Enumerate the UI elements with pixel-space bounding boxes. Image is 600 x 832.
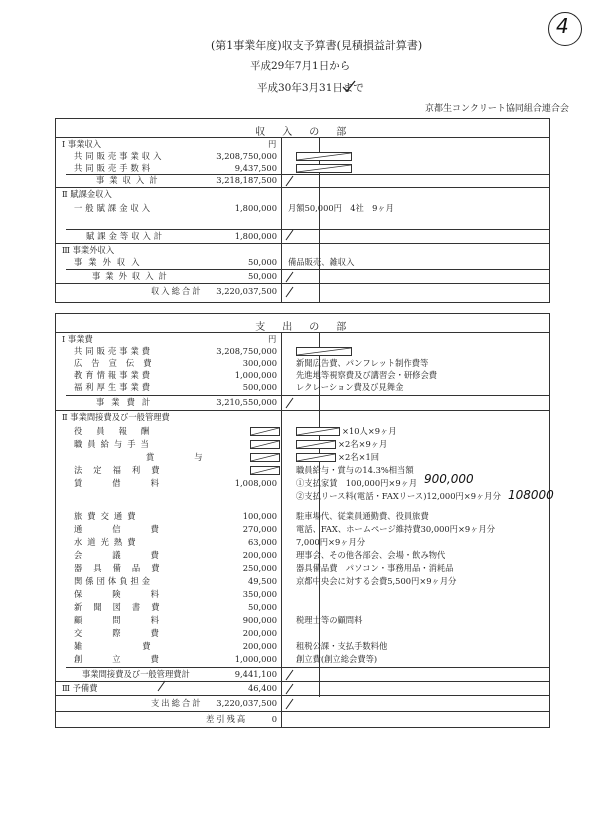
- period-from: 平成29年7月1日から: [250, 60, 351, 72]
- expense-row-10-label: 法定福利費: [74, 465, 171, 475]
- income-section-header: 収 入 の 部: [255, 127, 350, 138]
- expense-row-19-label: 保険料: [74, 589, 189, 599]
- expense-row-13-note: 駐車場代、従業員通勤費、役員旅費: [296, 511, 429, 521]
- expense-row-18-value: 49,500: [247, 576, 277, 586]
- redacted-box: [250, 466, 280, 475]
- expense-row-0-label: Ⅰ 事業費: [62, 334, 93, 344]
- expense-row-15-label: 水道光熱費: [74, 537, 141, 547]
- expense-row-8-note: ×2名×9ヶ月: [338, 439, 388, 449]
- check-stroke: [284, 683, 296, 695]
- income-row-2-label: 共同販売手数料: [74, 163, 154, 173]
- expense-row-11-label: 賃借料: [74, 478, 189, 488]
- expense-row-28-label: 差引残高: [206, 714, 248, 724]
- income-row-8-note: 備品販売、雑収入: [288, 257, 355, 267]
- check-stroke: [156, 680, 168, 692]
- period-to: 平成30年3月31日まで: [257, 82, 364, 94]
- expense-row-4-value: 500,000: [242, 382, 277, 392]
- expense-row-25-value: 9,441,100: [234, 669, 277, 679]
- expense-row-21-label: 顧問料: [74, 615, 189, 625]
- expense-row-23-value: 200,000: [242, 641, 277, 651]
- expense-table: [55, 313, 554, 728]
- redacted-box: [296, 453, 336, 462]
- expense-row-2-note: 新聞広告費、パンフレット制作費等: [296, 358, 429, 368]
- handwritten-lease: 108000: [508, 488, 554, 502]
- income-row-9-label: 事業外収入計: [92, 271, 172, 281]
- income-row-5-label: 一般賦課金収入: [74, 203, 154, 213]
- expense-row-15-note: 7,000円×9ヶ月分: [296, 537, 366, 547]
- expense-row-7-note: ×10人×9ヶ月: [342, 426, 397, 436]
- expense-row-16-value: 200,000: [242, 550, 277, 560]
- expense-row-3-note: 先進地等視察費及び講習会・研修会費: [296, 370, 438, 380]
- check-stroke: [284, 175, 296, 187]
- expense-row-17-label: 器具備品費: [74, 563, 171, 573]
- income-row-3-label: 事業収入計: [96, 175, 163, 185]
- expense-row-15-value: 63,000: [247, 537, 277, 547]
- income-row-8-label: 事業外収入: [74, 257, 146, 267]
- income-row-6-label: 賦課金等収入計: [86, 231, 166, 241]
- income-row-10-value: 3,220,037,500: [216, 286, 277, 296]
- expense-row-5-label: 事業費計: [96, 397, 158, 407]
- checkmark-icon: [342, 78, 356, 97]
- expense-row-11-note: ①支払家賃 100,000円×9ヶ月: [296, 478, 418, 488]
- expense-row-16-label: 会議費: [74, 550, 189, 560]
- expense-row-24-value: 1,000,000: [234, 654, 277, 664]
- expense-row-11-value: 1,008,000: [234, 478, 277, 488]
- expense-row-1-value: 3,208,750,000: [216, 346, 277, 356]
- expense-row-14-value: 270,000: [242, 524, 277, 534]
- expense-row-24-label: 創立費: [74, 654, 189, 664]
- income-row-1-value: 3,208,750,000: [216, 151, 277, 161]
- expense-row-18-label: 関係団体負担金: [74, 576, 154, 586]
- expense-row-22-label: 交際費: [74, 628, 189, 638]
- expense-row-19-value: 350,000: [242, 589, 277, 599]
- income-row-10-label: 収入総合計: [151, 286, 203, 296]
- income-row-8-value: 50,000: [247, 257, 277, 267]
- check-stroke: [284, 397, 296, 409]
- income-row-5-value: 1,800,000: [234, 203, 277, 213]
- expense-row-28-value: 0: [271, 714, 277, 724]
- expense-row-7-label: 役員報酬: [74, 426, 164, 436]
- expense-row-27-value: 3,220,037,500: [216, 698, 277, 708]
- expense-row-21-note: 税理士等の顧問料: [296, 615, 363, 625]
- expense-row-16-note: 理事会、その他各部会、会場・飲み物代: [296, 550, 446, 560]
- expense-row-1-label: 共同販売事業費: [74, 346, 154, 356]
- expense-row-14-label: 通信費: [74, 524, 189, 534]
- redacted-box: [250, 453, 280, 462]
- income-row-7-label: Ⅲ 事業外収入: [62, 245, 115, 255]
- expense-row-20-label: 新聞図書費: [74, 602, 171, 612]
- document-title: (第1事業年度)収支予算書(見積損益計算書): [211, 39, 423, 52]
- expense-row-13-label: 旅費交通費: [74, 511, 141, 521]
- expense-row-6-label: Ⅱ 事業間接費及び一般管理費: [62, 412, 170, 422]
- expense-row-27-label: 支出総合計: [151, 698, 203, 708]
- expense-row-25-label: 事業間接費及び一般管理費計: [82, 669, 190, 679]
- income-row-9-value: 50,000: [247, 271, 277, 281]
- expense-row-12-note: ②支払リース料(電話・FAXリース)12,000円×9ヶ月分: [296, 491, 501, 501]
- income-row-0-label: Ⅰ 事業収入: [62, 139, 102, 149]
- expense-row-17-note: 器具備品費 パソコン・事務用品・消耗品: [296, 563, 454, 573]
- income-row-6-value: 1,800,000: [234, 231, 277, 241]
- expense-row-3-value: 1,000,000: [234, 370, 277, 380]
- page-number: 4: [556, 14, 569, 38]
- expense-row-9-label: 賞与: [146, 452, 243, 462]
- check-stroke: [284, 669, 296, 681]
- income-row-1-label: 共同販売事業収入: [74, 151, 165, 161]
- redacted-box: [296, 152, 352, 161]
- expense-section-header: 支 出 の 部: [255, 322, 350, 333]
- handwritten-rent: 900,000: [424, 472, 474, 486]
- redacted-box: [250, 440, 280, 449]
- expense-yen-unit: 円: [268, 334, 277, 344]
- expense-row-4-note: レクレーション費及び見舞金: [296, 382, 404, 392]
- redacted-box: [296, 427, 340, 436]
- income-row-3-value: 3,218,187,500: [216, 175, 277, 185]
- organization-name: 京都生コンクリート協同組合連合会: [425, 104, 569, 114]
- expense-row-4-label: 福利厚生事業費: [74, 382, 154, 392]
- income-row-4-label: Ⅱ 賦課金収入: [62, 189, 112, 199]
- expense-row-26-value: 46,400: [247, 683, 277, 693]
- expense-row-3-label: 教育情報事業費: [74, 370, 154, 380]
- expense-row-14-note: 電話、FAX、ホームページ維持費30,000円×9ヶ月分: [296, 524, 496, 534]
- expense-row-26-label: Ⅲ 予備費: [62, 683, 98, 693]
- redacted-box: [296, 440, 336, 449]
- expense-row-2-value: 300,000: [242, 358, 277, 368]
- expense-row-22-value: 200,000: [242, 628, 277, 638]
- expense-row-23-note: 租税公課・支払手数料他: [296, 641, 388, 651]
- expense-row-24-note: 創立費(創立総会費等): [296, 654, 378, 664]
- redacted-box: [296, 164, 352, 173]
- expense-row-5-value: 3,210,550,000: [216, 397, 277, 407]
- expense-row-13-value: 100,000: [242, 511, 277, 521]
- redacted-box: [250, 427, 280, 436]
- income-row-2-value: 9,437,500: [234, 163, 277, 173]
- income-row-5-note: 月額50,000円 4社 9ヶ月: [288, 203, 394, 213]
- expense-row-17-value: 250,000: [242, 563, 277, 573]
- expense-row-2-label: 広告宣伝費: [74, 358, 161, 368]
- expense-row-21-value: 900,000: [242, 615, 277, 625]
- check-stroke: [284, 286, 296, 298]
- check-stroke: [284, 229, 296, 241]
- expense-row-18-note: 京都中央会に対する会費5,500円×9ヶ月分: [296, 576, 457, 586]
- expense-row-23-label: 雑費: [74, 641, 211, 651]
- check-stroke: [284, 698, 296, 710]
- redacted-box: [296, 347, 352, 356]
- check-stroke: [284, 271, 296, 283]
- expense-row-8-label: 職員給与手当: [74, 439, 154, 449]
- expense-row-9-note: ×2名×1回: [338, 452, 380, 462]
- income-yen-unit: 円: [268, 139, 277, 149]
- expense-row-10-note: 職員給与・賞与の14.3%相当額: [296, 465, 414, 475]
- income-table: [55, 118, 550, 303]
- expense-row-20-value: 50,000: [247, 602, 277, 612]
